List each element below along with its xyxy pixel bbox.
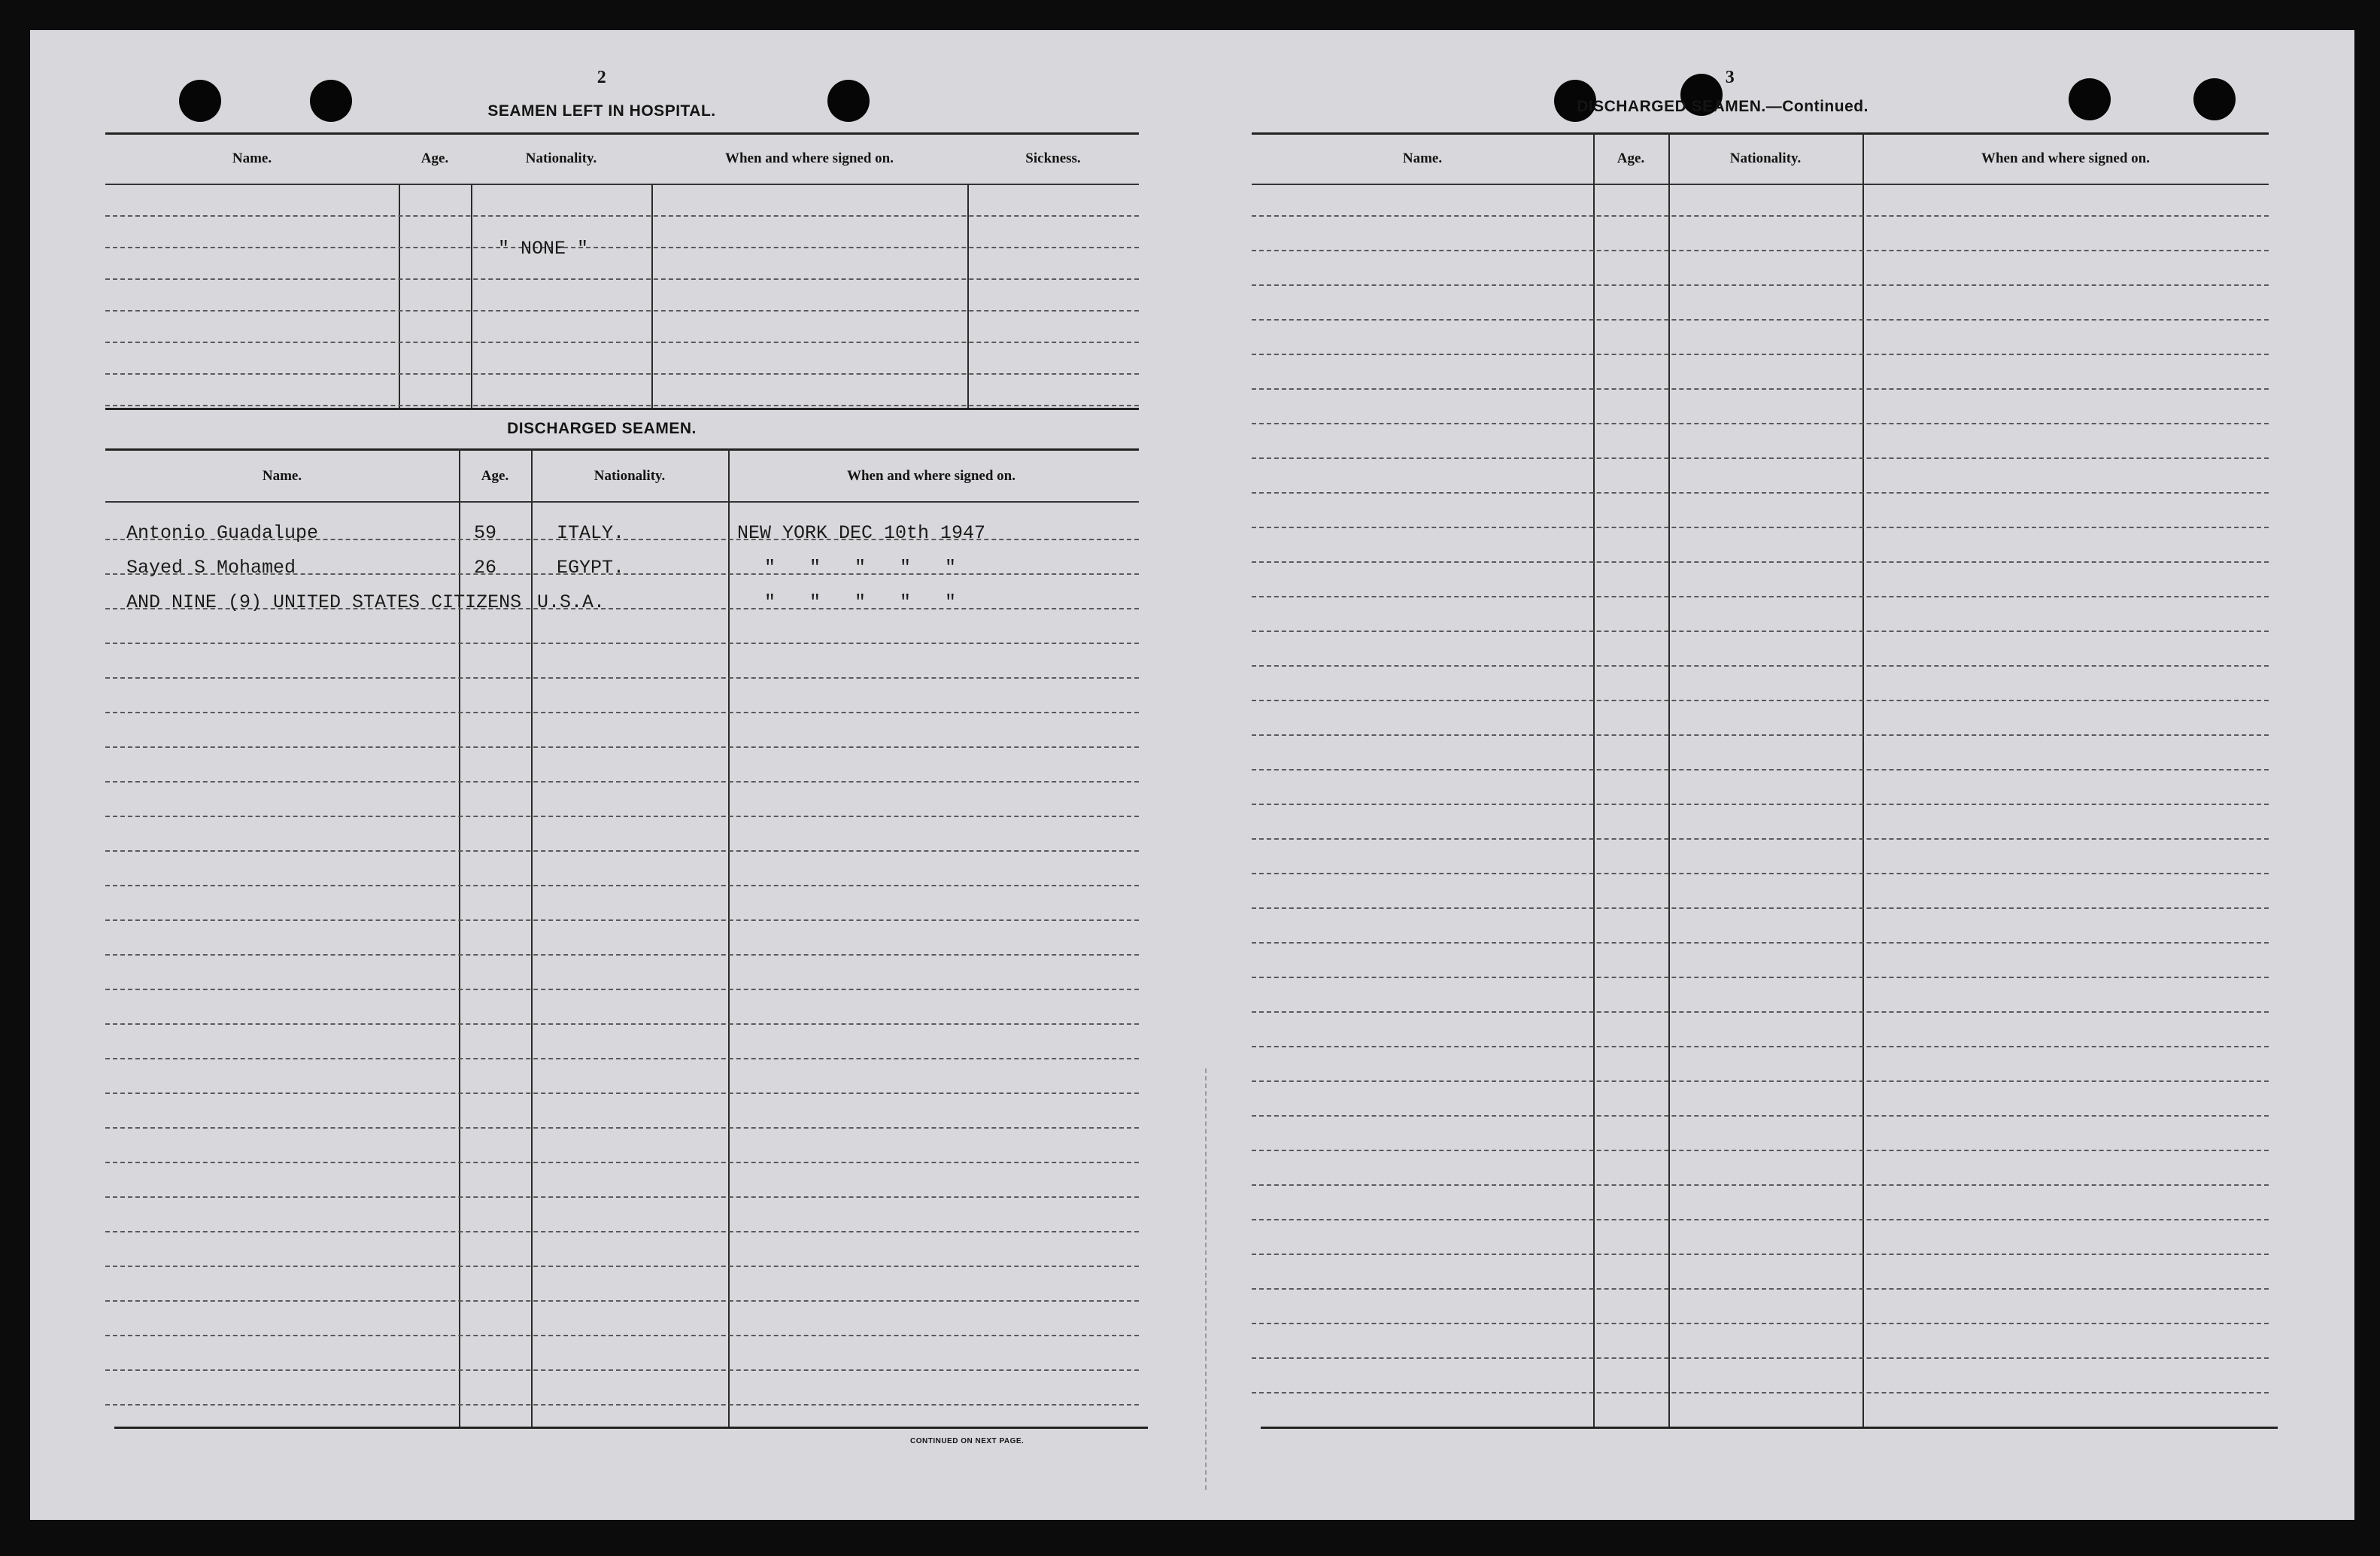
ruled-line [1252,215,2269,217]
ruled-line [1252,700,2269,701]
discharged-header-name: Name. [262,468,302,484]
discharged-header-age: Age. [481,468,509,484]
ruled-line [1252,527,2269,528]
ruled-line [105,677,1139,679]
right-page-number: 3 [1725,68,1735,87]
ruled-line [105,1093,1139,1094]
seaman-name: Antonio Guadalupe [126,522,319,544]
ruled-line [105,1196,1139,1198]
ruled-line [1252,1219,2269,1220]
ruled-line [105,1404,1139,1406]
ruled-line [105,989,1139,990]
ruled-line [105,1162,1139,1163]
ruled-line [105,746,1139,748]
right-bottom-rule [1261,1427,2278,1429]
ruled-line [1252,977,2269,978]
ruled-line [105,1335,1139,1336]
discharged-header-signed-on: When and where signed on. [846,468,1015,484]
ruled-line [105,816,1139,817]
seaman-signed-on: " " " " " [764,591,957,613]
ruled-line [1252,1080,2269,1082]
punch-hole [827,80,870,122]
ruled-line [1252,250,2269,251]
hospital-header-rule [105,184,1139,185]
hospital-header-sickness: Sickness. [1025,150,1081,166]
hospital-top-rule [105,132,1139,135]
ruled-line [1252,1254,2269,1255]
right-header-rule [1252,184,2269,185]
ruled-line [105,919,1139,921]
ruled-line [105,643,1139,644]
discharged-header-rule [105,501,1139,503]
ruled-line [105,1266,1139,1267]
right-section-title: DISCHARGED SEAMEN.—Continued. [1577,98,1868,115]
ruled-line [1252,1184,2269,1186]
hospital-header-signed-on: When and where signed on. [724,150,894,166]
right-col-divider [1593,132,1595,1427]
ruled-line [105,850,1139,852]
ruled-line [105,247,1139,248]
discharged-section-title: DISCHARGED SEAMEN. [507,420,697,437]
punch-hole [2193,78,2236,120]
ruled-line [105,885,1139,886]
right-col-divider [1668,132,1670,1427]
ruled-line [1252,457,2269,459]
ruled-line [1252,907,2269,909]
ruled-line [1252,1357,2269,1359]
discharged-top-rule [105,448,1139,451]
right-top-rule [1252,132,2269,135]
ruled-line [105,1058,1139,1059]
ruled-line [1252,284,2269,286]
right-header-nationality: Nationality. [1729,150,1802,166]
ruled-line [105,781,1139,783]
hospital-section-title: SEAMEN LEFT IN HOSPITAL. [487,102,716,120]
continued-note: CONTINUED ON NEXT PAGE. [910,1437,1025,1445]
right-header-name: Name. [1402,150,1443,166]
hospital-none-entry: " NONE " [498,238,589,260]
right-header-age: Age. [1617,150,1645,166]
ruled-line [1252,1288,2269,1290]
hospital-header-nationality: Nationality. [525,150,597,166]
ruled-line [105,1300,1139,1302]
seaman-nationality: U.S.A. [537,591,606,613]
ruled-line [1252,769,2269,770]
ruled-line [1252,1392,2269,1393]
ruled-line [1252,319,2269,321]
seaman-age: 26 [474,557,497,579]
discharged-header-nationality: Nationality. [593,468,666,484]
ruled-line [1252,665,2269,667]
seaman-name: Sayed S Mohamed [126,557,296,579]
seaman-signed-on: " " " " " [764,557,957,579]
ruled-line [105,278,1139,280]
document-sheet [30,30,2354,1520]
discharged-col-divider [531,448,533,1427]
ruled-line [1252,423,2269,424]
ruled-line [105,954,1139,956]
ruled-line [1252,388,2269,390]
ruled-line [1252,838,2269,840]
seaman-signed-on: NEW YORK DEC 10th 1947 [737,522,986,544]
ruled-line [1252,1046,2269,1047]
ruled-line [105,405,1139,406]
ruled-line [105,373,1139,375]
ruled-line [1252,1011,2269,1013]
ruled-line [105,215,1139,217]
right-header-signed-on: When and where signed on. [1981,150,2150,166]
ruled-line [1252,804,2269,805]
discharged-bottom-rule [114,1427,1148,1429]
ruled-line [105,310,1139,312]
seaman-nationality: ITALY. [557,522,625,544]
ruled-line [1252,354,2269,355]
punch-hole [310,80,352,122]
ruled-line [105,1127,1139,1129]
right-col-divider [1862,132,1864,1427]
punch-hole [2069,78,2111,120]
ruled-line [1252,734,2269,736]
seaman-name: AND NINE (9) UNITED STATES CITIZENS [126,591,522,613]
discharged-col-divider [728,448,730,1427]
ruled-line [105,1369,1139,1371]
punch-hole [179,80,221,122]
ruled-line [1252,873,2269,874]
page-fold [1205,1068,1207,1490]
hospital-header-name: Name. [232,150,272,166]
ruled-line [1252,631,2269,632]
ruled-line [1252,492,2269,494]
hospital-header-age: Age. [420,150,449,166]
ruled-line [1252,942,2269,944]
ruled-line [1252,1150,2269,1151]
ruled-line [105,1231,1139,1232]
left-page-number: 2 [597,68,607,87]
seaman-nationality: EGYPT. [557,557,625,579]
ruled-line [1252,596,2269,597]
seaman-age: 59 [474,522,497,544]
hospital-bottom-rule [105,408,1139,410]
ruled-line [105,342,1139,343]
ruled-line [1252,561,2269,563]
ruled-line [1252,1323,2269,1324]
ruled-line [105,712,1139,713]
ruled-line [1252,1115,2269,1117]
ruled-line [105,1023,1139,1025]
